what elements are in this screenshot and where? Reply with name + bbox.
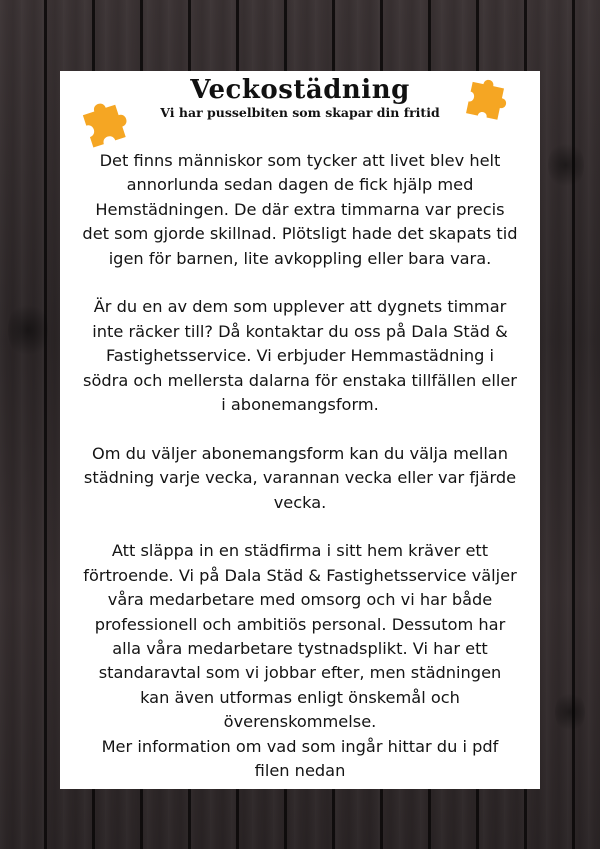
paragraph: Att släppa in en städfirma i sitt hem kräver ett förtroende. Vi på Dala Städ & Fastighetsservice väljer våra medarbetare med omsorg och vi har både professionell och ambitiös personal. Dessutom har alla våra medarbetare tystnadsplikt. Vi har ett standaravtal som vi jobbar efter, men städningen kan även utformas enligt önskemål och överenskommelse.: [83, 541, 517, 732]
paragraph: Är du en av dem som upplever att dygnets timmar inte räcker till? Då kontaktar du oss på Dala Städ & Fastighetsservice. Vi erbjuder Hemmastädning i södra och mellersta dalarna för enstaka tillfällen eller i abonemangsform.: [83, 297, 517, 415]
page-subtitle: Vi har pusselbiten som skapar din fritid: [160, 105, 440, 120]
paragraph: Mer information om vad som ingår hittar du i pdf filen nedan: [101, 736, 499, 781]
paragraph: Om du väljer abonemangsform kan du välja mellan städning varje vecka, varannan vecka eller var fjärde vecka.: [83, 443, 517, 512]
flyer-card: [60, 71, 540, 789]
wood-knot: [555, 690, 585, 734]
paragraph: Det finns människor som tycker att livet blev helt annorlunda sedan dagen de fick hjälp med Hemstädningen. De där extra timmarna var precis det som gjorde skillnad. Plötsligt hade det skapats tid igen för barnen, lite avkoppling eller bara vara.: [82, 151, 518, 268]
wood-knot: [8, 300, 48, 360]
page-title: Veckostädning: [190, 75, 410, 105]
wood-knot: [548, 140, 584, 190]
body-text: [82, 149, 518, 784]
